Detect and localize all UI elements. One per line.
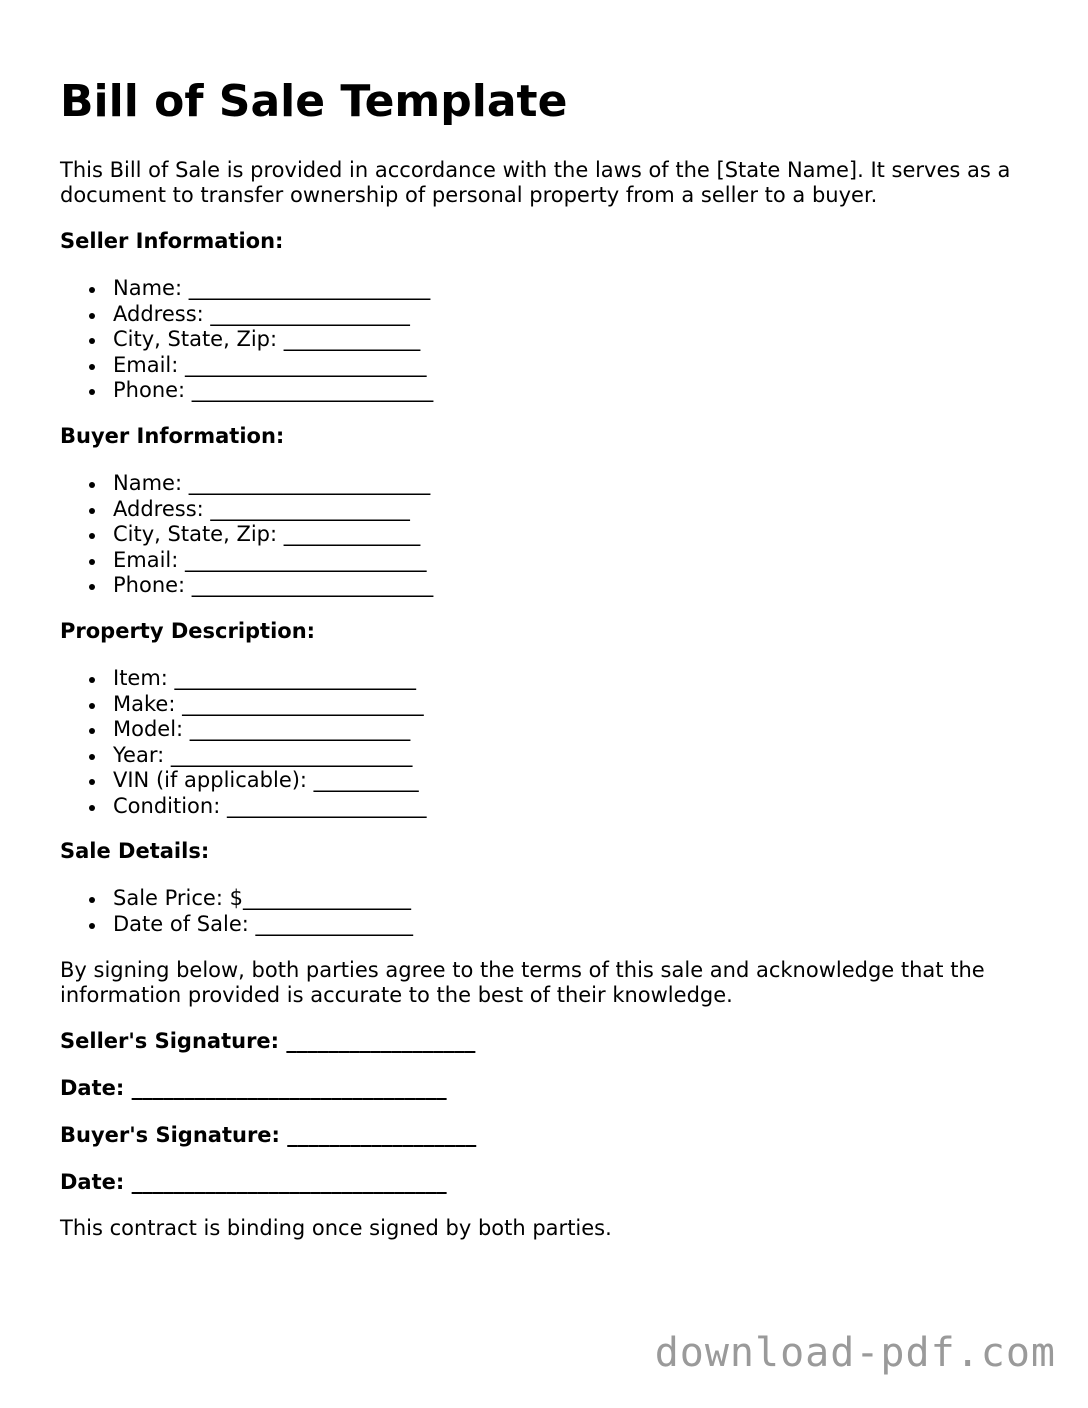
seller-fields-list [60,276,1050,404]
closing-block [60,1216,1050,1241]
intro-paragraph: This Bill of Sale is provided in accordance with the laws of the [State Name]. It serves as a document to transfer ownership of personal property from a seller to a buyer. [60,158,1011,207]
buyer-signature-label: Buyer's Signature: __________________ [60,1123,477,1147]
list-item: Name: _______________________ [60,471,1050,497]
buyer-date-label: Date: ______________________________ [60,1170,447,1194]
sale-section [60,839,1050,937]
sale-fields-list [60,886,1050,937]
list-item: City, State, Zip: _____________ [60,327,1050,353]
intro-paragraph-block [60,158,1050,208]
list-item: Year: _______________________ [60,743,1050,769]
property-section [60,619,1050,819]
seller-date-line [60,1076,1050,1101]
list-item: Sale Price: $________________ [60,886,1050,912]
list-item: Name: _______________________ [60,276,1050,302]
list-item: VIN (if applicable): __________ [60,768,1050,794]
agreement-paragraph: By signing below, both parties agree to the terms of this sale and acknowledge that the information provided is accurate to the best of their knowledge. [60,958,985,1007]
seller-heading: Seller Information: [60,229,284,253]
property-heading: Property Description: [60,619,316,643]
list-item: Address: ___________________ [60,497,1050,523]
closing-statement: This contract is binding once signed by both parties. [60,1216,612,1240]
list-item: Date of Sale: _______________ [60,912,1050,938]
list-item: Item: _______________________ [60,666,1050,692]
property-fields-list [60,666,1050,819]
buyer-heading: Buyer Information: [60,424,285,448]
list-item: Phone: _______________________ [60,573,1050,599]
list-item: City, State, Zip: _____________ [60,522,1050,548]
sale-heading: Sale Details: [60,839,210,863]
list-item: Email: _______________________ [60,548,1050,574]
list-item: Email: _______________________ [60,353,1050,379]
buyer-date-line [60,1170,1050,1195]
watermark: download-pdf.com [654,1330,1056,1376]
buyer-signature-line [60,1123,1050,1148]
list-item: Phone: _______________________ [60,378,1050,404]
seller-section [60,229,1050,404]
agreement-block [60,958,1050,1008]
list-item: Condition: ___________________ [60,794,1050,820]
buyer-fields-list [60,471,1050,599]
list-item: Address: ___________________ [60,302,1050,328]
list-item: Make: _______________________ [60,692,1050,718]
buyer-section [60,424,1050,599]
seller-signature-line [60,1029,1050,1054]
page-title: Bill of Sale Template [60,76,568,127]
seller-date-label: Date: ______________________________ [60,1076,447,1100]
seller-signature-label: Seller's Signature: __________________ [60,1029,476,1053]
list-item: Model: _____________________ [60,717,1050,743]
